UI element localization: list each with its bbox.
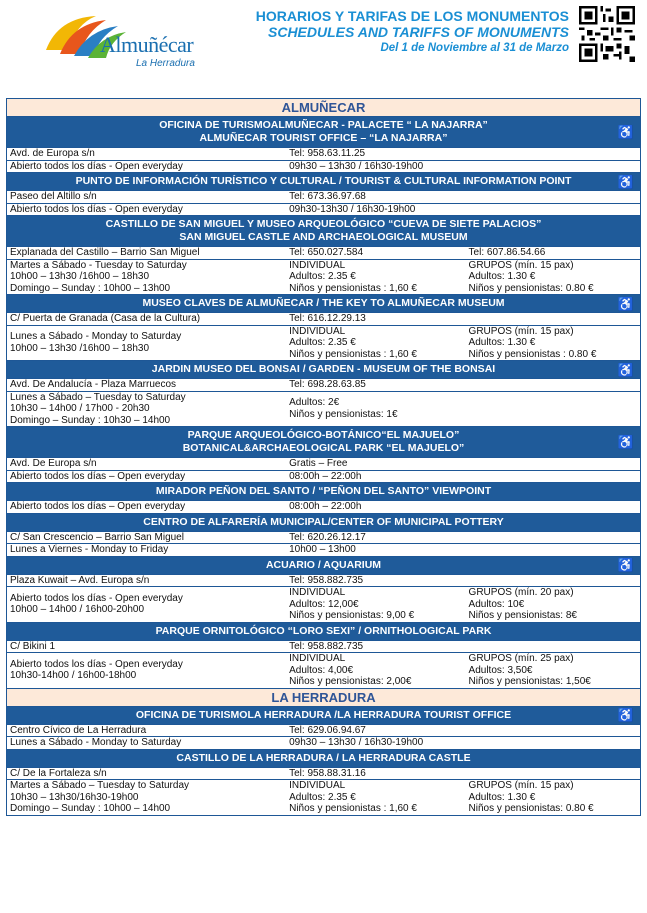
group-prices: [466, 326, 640, 361]
table-row: [7, 737, 640, 750]
section-almunecar: ALMUÑECAR: [7, 99, 640, 117]
individual-prices: [286, 326, 465, 361]
table-row: [7, 768, 640, 781]
phone: Tel: 958.882.735: [289, 640, 364, 652]
bar-title: OFICINA DE TURISMOLA HERRADURA /LA HERRADURA TOURIST OFFICE: [135, 708, 512, 721]
opening-hours: 10h00 – 13h00: [289, 544, 356, 555]
info-point-header: [7, 173, 640, 191]
schedule-cell: [7, 392, 286, 427]
table-row: [7, 641, 640, 654]
address: C/ Bikini 1: [10, 640, 56, 652]
opening-hours: 08:00h – 22:00h: [289, 470, 362, 482]
sunday-hours: Domingo – Sunday : 10h00 – 14h00: [10, 803, 171, 814]
opening-hours: 09h30 – 13h30 / 16h30-19h00: [289, 737, 424, 748]
price-label: INDIVIDUAL: [289, 780, 346, 791]
wheelchair-icon: ♿: [617, 557, 634, 573]
reduced-price: Niños y pensionistas: 1,50€: [468, 676, 591, 687]
phone: Tel: 958.882.735: [289, 574, 364, 586]
bar-title: CASTILLO DE SAN MIGUEL Y MUSEO ARQUEOLÓGICO “CUEVA DE SIETE PALACIOS”: [105, 218, 542, 230]
prices: [286, 392, 640, 427]
bar-subtitle: BOTANICAL&ARCHAEOLOGICAL PARK “EL MAJUELO”: [182, 442, 465, 454]
address: Avd. De Andalucía - Plaza Marruecos: [10, 379, 177, 390]
reduced-price: Niños y pensionistas: 8€: [468, 610, 577, 621]
address: C/ San Crescencio – Barrio San Miguel: [10, 531, 184, 543]
price: Gratis – Free: [289, 458, 348, 469]
group-prices: [466, 653, 640, 688]
phone-secondary: Tel: 607.86.54.66: [468, 247, 546, 258]
bar-title: CENTRO DE ALFARERÍA MUNICIPAL/CENTER OF MUNICIPAL POTTERY: [143, 515, 504, 528]
adult-price: Adultos: 2.35 €: [289, 337, 356, 348]
herradura-castle-header: [7, 750, 640, 768]
opening-days: Abierto todos los días – Open everyday: [10, 470, 186, 482]
wheelchair-icon: ♿: [617, 124, 634, 140]
bar-title: ACUARIO / AQUARIUM: [265, 558, 382, 571]
reduced-price: Niños y pensionistas : 0.80 €: [468, 348, 597, 360]
address: Avd. De Europa s/n: [10, 458, 97, 469]
opening-hours: 10h30 – 13h30/16h30-19h00: [10, 791, 139, 803]
opening-days: Abierto todos los días - Open everyday: [10, 658, 183, 670]
reduced-price: Niños y pensionistas: 0.80 €: [468, 282, 594, 294]
adult-price: Adultos: 10€: [468, 598, 525, 610]
phone: Tel: 629.06.94.67: [289, 724, 366, 736]
opening-hours: 10h00 – 13h30 /16h00 – 18h30: [10, 342, 150, 354]
wheelchair-icon: ♿: [617, 434, 634, 450]
price-label: INDIVIDUAL: [289, 587, 346, 598]
reduced-price: Niños y pensionistas: 9,00 €: [289, 610, 415, 621]
bar-title: PARQUE ORNITOLÓGICO “LORO SEXI” / ORNITHOLOGICAL PARK: [155, 624, 492, 637]
table-row: [7, 326, 640, 362]
schedule-cell: [7, 587, 286, 622]
qr-code-icon[interactable]: [579, 6, 635, 62]
address: C/ De la Fortaleza s/n: [10, 767, 107, 779]
reduced-price: Niños y pensionistas: 0.80 €: [468, 803, 594, 814]
table-row: [7, 392, 640, 428]
phone: Tel: 958.88.31.16: [289, 767, 366, 779]
table-row: [7, 471, 640, 484]
majuelo-park-header: [7, 427, 640, 458]
opening-days: Lunes a Sábado - Monday to Saturday: [10, 737, 182, 748]
viewpoint-header: [7, 483, 640, 501]
price-label: GRUPOS (mín. 20 pax): [468, 587, 574, 598]
table-row: [7, 780, 640, 815]
individual-prices: [286, 587, 465, 622]
logo-subtitle: La Herradura: [136, 58, 195, 69]
table-row: [7, 725, 640, 738]
individual-prices: [286, 260, 465, 295]
aquarium-header: [7, 557, 640, 575]
table-row: [7, 458, 640, 471]
herradura-office-header: [7, 707, 640, 725]
opening-hours: 10h30-14h00 / 16h00-18h00: [10, 670, 137, 682]
table-row: [7, 379, 640, 392]
wheelchair-icon: ♿: [617, 296, 634, 311]
table-row: [7, 204, 640, 217]
opening-days: Abierto todos los días - Open everyday: [10, 203, 183, 215]
address: C/ Puerta de Granada (Casa de la Cultura): [10, 313, 201, 324]
price-label: GRUPOS (mín. 15 pax): [468, 780, 574, 791]
phone: Tel: 958.63.11.25: [289, 148, 366, 159]
opening-hours: 10h00 – 14h00 / 16h00-20h00: [10, 604, 145, 616]
bonsai-museum-header: [7, 361, 640, 379]
price-label: GRUPOS (mín. 25 pax): [468, 653, 574, 664]
phone: Tel: 650.027.584: [289, 247, 364, 258]
schedule-table: [6, 98, 641, 816]
adult-price: Adultos: 3,50€: [468, 664, 533, 676]
table-row: [7, 148, 640, 161]
sunday-hours: Domingo – Sunday : 10h30 – 14h00: [10, 414, 171, 426]
group-prices: [466, 260, 640, 295]
bar-subtitle: ALMUÑECAR TOURIST OFFICE – “LA NAJARRA”: [199, 132, 448, 144]
opening-days: Lunes a Viernes - Monday to Friday: [10, 544, 169, 555]
bar-subtitle: SAN MIGUEL CASTLE AND ARCHAEOLOGICAL MUSEUM: [179, 231, 468, 243]
price-label: GRUPOS (mín. 15 pax): [468, 325, 574, 337]
individual-prices: [286, 780, 465, 815]
phone: Tel: 673.36.97.68: [289, 191, 366, 202]
table-row: [7, 260, 640, 296]
address: Explanada del Castillo – Barrio San Miguel: [10, 247, 200, 258]
title-en: SCHEDULES AND TARIFFS OF MONUMENTS: [268, 24, 569, 40]
bar-title: OFICINA DE TURISMOALMUÑECAR - PALACETE “ LA NAJARRA”: [159, 119, 488, 131]
price-label: INDIVIDUAL: [289, 653, 346, 664]
address: Centro Cívico de La Herradura: [10, 724, 147, 736]
opening-hours: 09h30 – 13h30 / 16h30-19h00: [289, 160, 424, 172]
table-row: [7, 653, 640, 689]
opening-days: Abierto todos los días – Open everyday: [10, 501, 186, 512]
table-row: [7, 587, 640, 623]
ornithological-park-header: [7, 623, 640, 641]
opening-hours: 08:00h – 22:00h: [289, 501, 362, 512]
group-prices: [466, 587, 640, 622]
address: Paseo del Altillo s/n: [10, 191, 97, 202]
adult-price: Adultos: 1.30 €: [468, 271, 536, 282]
adult-price: Adultos: 12,00€: [289, 598, 359, 610]
schedule-cell: [7, 780, 286, 815]
opening-days: Lunes a Sábado - Monday to Saturday: [10, 331, 182, 343]
table-row: [7, 313, 640, 326]
title-es: HORARIOS Y TARIFAS DE LOS MONUMENTOS: [255, 8, 569, 24]
castle-museum-header: [7, 216, 640, 247]
opening-hours: 09h30-13h30 / 16h30-19h00: [289, 203, 416, 215]
phone: Tel: 616.12.29.13: [289, 313, 366, 324]
sunday-hours: Domingo – Sunday : 10h00 – 13h00: [10, 282, 171, 294]
reduced-price: Niños y pensionistas : 1,60 €: [289, 282, 417, 294]
table-row: [7, 247, 640, 260]
logo-text: Almuñécar: [100, 32, 194, 57]
opening-hours: 10h30 – 14h00 / 17h00 - 20h30: [10, 403, 150, 414]
address: Plaza Kuwait – Avd. Europa s/n: [10, 574, 150, 586]
adult-price: Adultos: 4,00€: [289, 664, 354, 676]
schedule-cell: [7, 260, 286, 295]
opening-days: Abierto todos los días - Open everyday: [10, 160, 183, 172]
schedule-cell: [7, 326, 286, 361]
wheelchair-icon: ♿: [617, 362, 634, 377]
reduced-price: Niños y pensionistas: 2,00€: [289, 676, 412, 687]
adult-price: Adultos: 2.35 €: [289, 791, 356, 803]
wheelchair-icon: ♿: [617, 707, 634, 723]
opening-hours: 10h00 – 13h30 /16h00 – 18h30: [10, 271, 150, 282]
date-range: Del 1 de Noviembre al 31 de Marzo: [380, 42, 569, 54]
adult-price: Adultos: 2.35 €: [289, 271, 356, 282]
bar-title: MUSEO CLAVES DE ALMUÑECAR / THE KEY TO ALMUÑECAR MUSEUM: [142, 297, 505, 309]
reduced-price: Niños y pensionistas: 1€: [289, 408, 398, 420]
tourist-office-header: [7, 117, 640, 148]
adult-price: Adultos: 1.30 €: [468, 791, 536, 803]
phone: Tel: 698.28.63.85: [289, 379, 366, 390]
individual-prices: [286, 653, 465, 688]
table-row: [7, 501, 640, 514]
table-row: [7, 191, 640, 204]
table-row: [7, 544, 640, 557]
price-label: INDIVIDUAL: [289, 259, 346, 271]
adult-price: Adultos: 2€: [289, 397, 340, 409]
keys-museum-header: [7, 295, 640, 313]
reduced-price: Niños y pensionistas : 1,60 €: [289, 348, 417, 360]
table-row: [7, 161, 640, 174]
page-header: [0, 0, 647, 96]
bar-title: PUNTO DE INFORMACIÓN TURÍSTICO Y CULTURAL / TOURIST & CULTURAL INFORMATION POINT: [75, 175, 572, 187]
address: Avd. de Europa s/n: [10, 148, 95, 159]
opening-days: Lunes a Sábado – Tuesday to Saturday: [10, 391, 186, 403]
adult-price: Adultos: 1.30 €: [468, 337, 536, 348]
bar-title: CASTILLO DE LA HERRADURA / LA HERRADURA CASTLE: [176, 751, 471, 764]
schedule-cell: [7, 653, 286, 688]
group-prices: [466, 780, 640, 815]
table-row: [7, 532, 640, 545]
phone: Tel: 620.26.12.17: [289, 531, 366, 543]
opening-days: Martes a Sábado – Tuesday to Saturday: [10, 780, 189, 791]
reduced-price: Niños y pensionistas : 1,60 €: [289, 803, 417, 814]
bar-title: PARQUE ARQUEOLÓGICO-BOTÁNICO“EL MAJUELO”: [187, 429, 460, 441]
bar-title: MIRADOR PEÑON DEL SANTO / “PEÑON DEL SANTO” VIEWPOINT: [155, 485, 492, 497]
pottery-center-header: [7, 514, 640, 532]
table-row: [7, 575, 640, 588]
opening-days: Martes a Sábado - Tuesday to Saturday: [10, 259, 187, 271]
wheelchair-icon: ♿: [617, 174, 634, 189]
section-la-herradura: LA HERRADURA: [7, 689, 640, 707]
price-label: INDIVIDUAL: [289, 325, 346, 337]
header-titles: [256, 8, 569, 56]
price-label: GRUPOS (mín. 15 pax): [468, 259, 574, 271]
bar-title: JARDIN MUSEO DEL BONSAI / GARDEN - MUSEUM OF THE BONSAI: [151, 363, 496, 375]
opening-days: Abierto todos los días - Open everyday: [10, 592, 183, 604]
